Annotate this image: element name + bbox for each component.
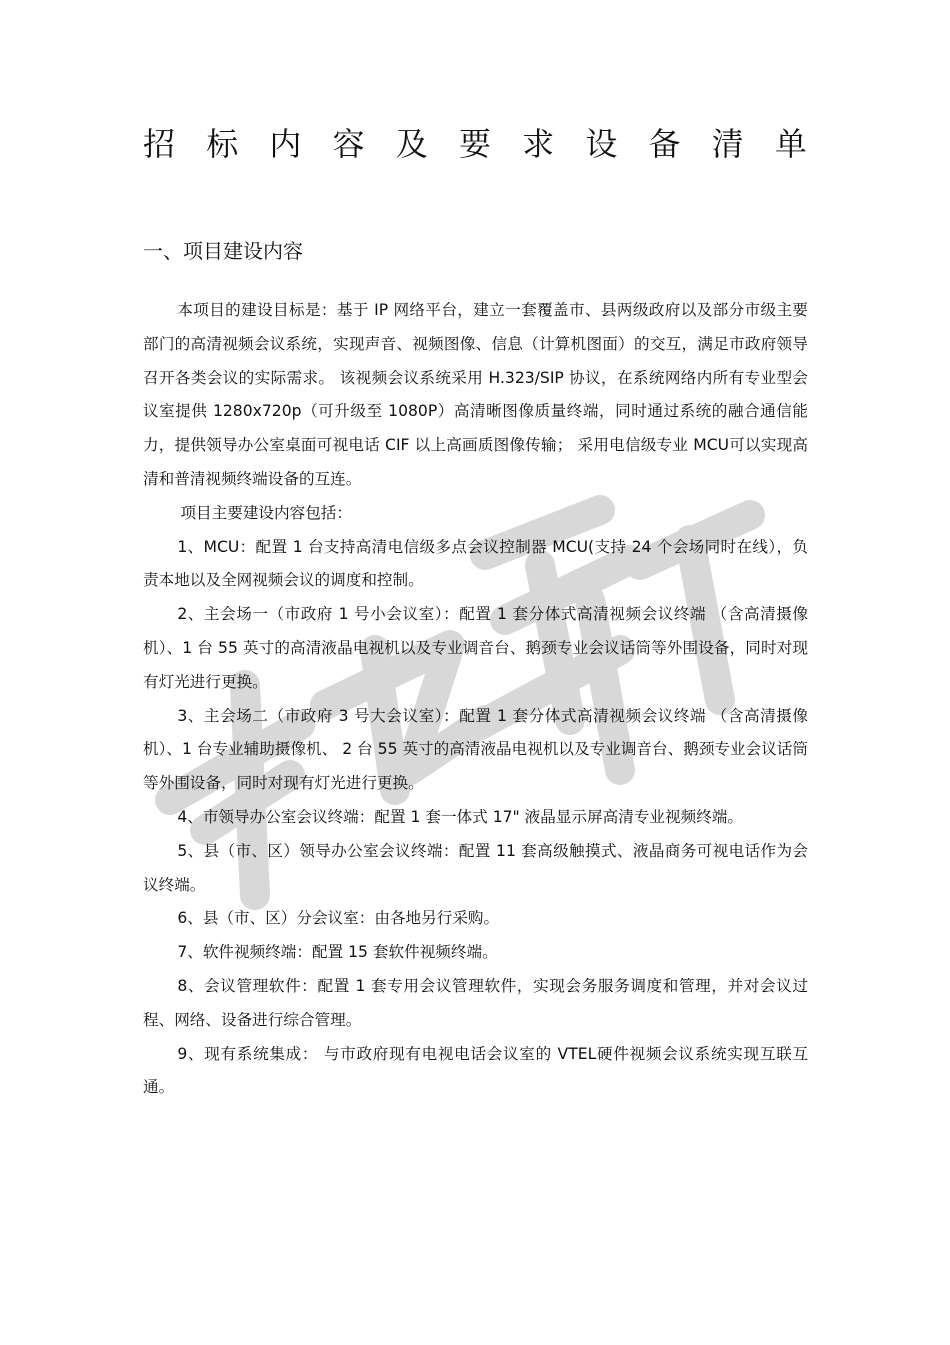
title-char: 清 xyxy=(711,125,744,163)
title-char: 要 xyxy=(458,125,491,163)
list-item: 6、县（市、区）分会议室：由各地另行采购。 xyxy=(177,909,500,928)
title-char: 容 xyxy=(332,125,365,163)
title-char: 及 xyxy=(395,125,428,163)
body-text xyxy=(143,294,808,1105)
title-char: 单 xyxy=(774,125,807,163)
contents-lead: 项目主要建设内容包括： xyxy=(180,503,352,522)
list-item: 2、主会场一（市政府 1 号小会议室）：配置 1 套分体式高清视频会议终端 （含高清摄像机）、1 台 55 英寸的高清液晶电视机以及专业调音台、鹅颈专业会议话筒等外围设备，同时对现有灯光进行更换。 xyxy=(143,605,808,691)
document-title xyxy=(143,122,807,166)
list-item: 4、市领导办公室会议终端：配置 1 套一体式 17" 液晶显示屏高清专业视频终端。 xyxy=(177,807,743,826)
title-char: 备 xyxy=(648,125,681,163)
list-item: 3、主会场二（市政府 3 号大会议室）：配置 1 套分体式高清视频会议终端 （含高清摄像机）、1 台专业辅助摄像机、 2 台 55 英寸的高清液晶电视机以及专业调音台、鹅颈专业会议话筒等外围设备，同时对现有灯光进行更换。 xyxy=(143,706,808,793)
section-heading: 一、项目建设内容 xyxy=(143,239,303,263)
intro-paragraph: 本项目的建设目标是：基于 IP 网络平台，建立一套覆盖市、县两级政府以及部分市级主要部门的高清视频会议系统，实现声音、视频图像、信息（计算机图面）的交互，满足市政府领导召开各类会议的实际需求。 该视频会议系统采用 H.323/SIP 协议，在系统网络内所有专业型会议室提供 1280x720p（可升级至 1080P）高清晰图像质量终端，同时通过系统的融合通信能力，提供领导办公室桌面可视电话 CIF 以上高画质图像传输； 采用电信级专业 MCU可以实现高清和普清视频终端设备的互连。 xyxy=(143,301,808,488)
title-char: 内 xyxy=(269,125,302,163)
list-item: 5、县（市、区）领导办公室会议终端：配置 11 套高级触摸式、液晶商务可视电话作为会议终端。 xyxy=(143,841,808,894)
list-item: 9、现有系统集成： 与市政府现有电视电话会议室的 VTEL硬件视频会议系统实现互联互通。 xyxy=(143,1044,808,1097)
title-char: 求 xyxy=(522,125,555,163)
title-char: 设 xyxy=(585,125,618,163)
list-item: 7、软件视频终端：配置 15 套软件视频终端。 xyxy=(177,943,498,962)
list-item: 8、会议管理软件：配置 1 套专用会议管理软件，实现会务服务调度和管理，并对会议过程、网络、设备进行综合管理。 xyxy=(143,976,808,1029)
list-item: 1、MCU：配置 1 台支持高清电信级多点会议控制器 MCU(支持 24 个会场同时在线），负责本地以及全网视频会议的调度和控制。 xyxy=(143,537,808,590)
title-char: 招 xyxy=(143,125,176,163)
title-char: 标 xyxy=(206,125,239,163)
